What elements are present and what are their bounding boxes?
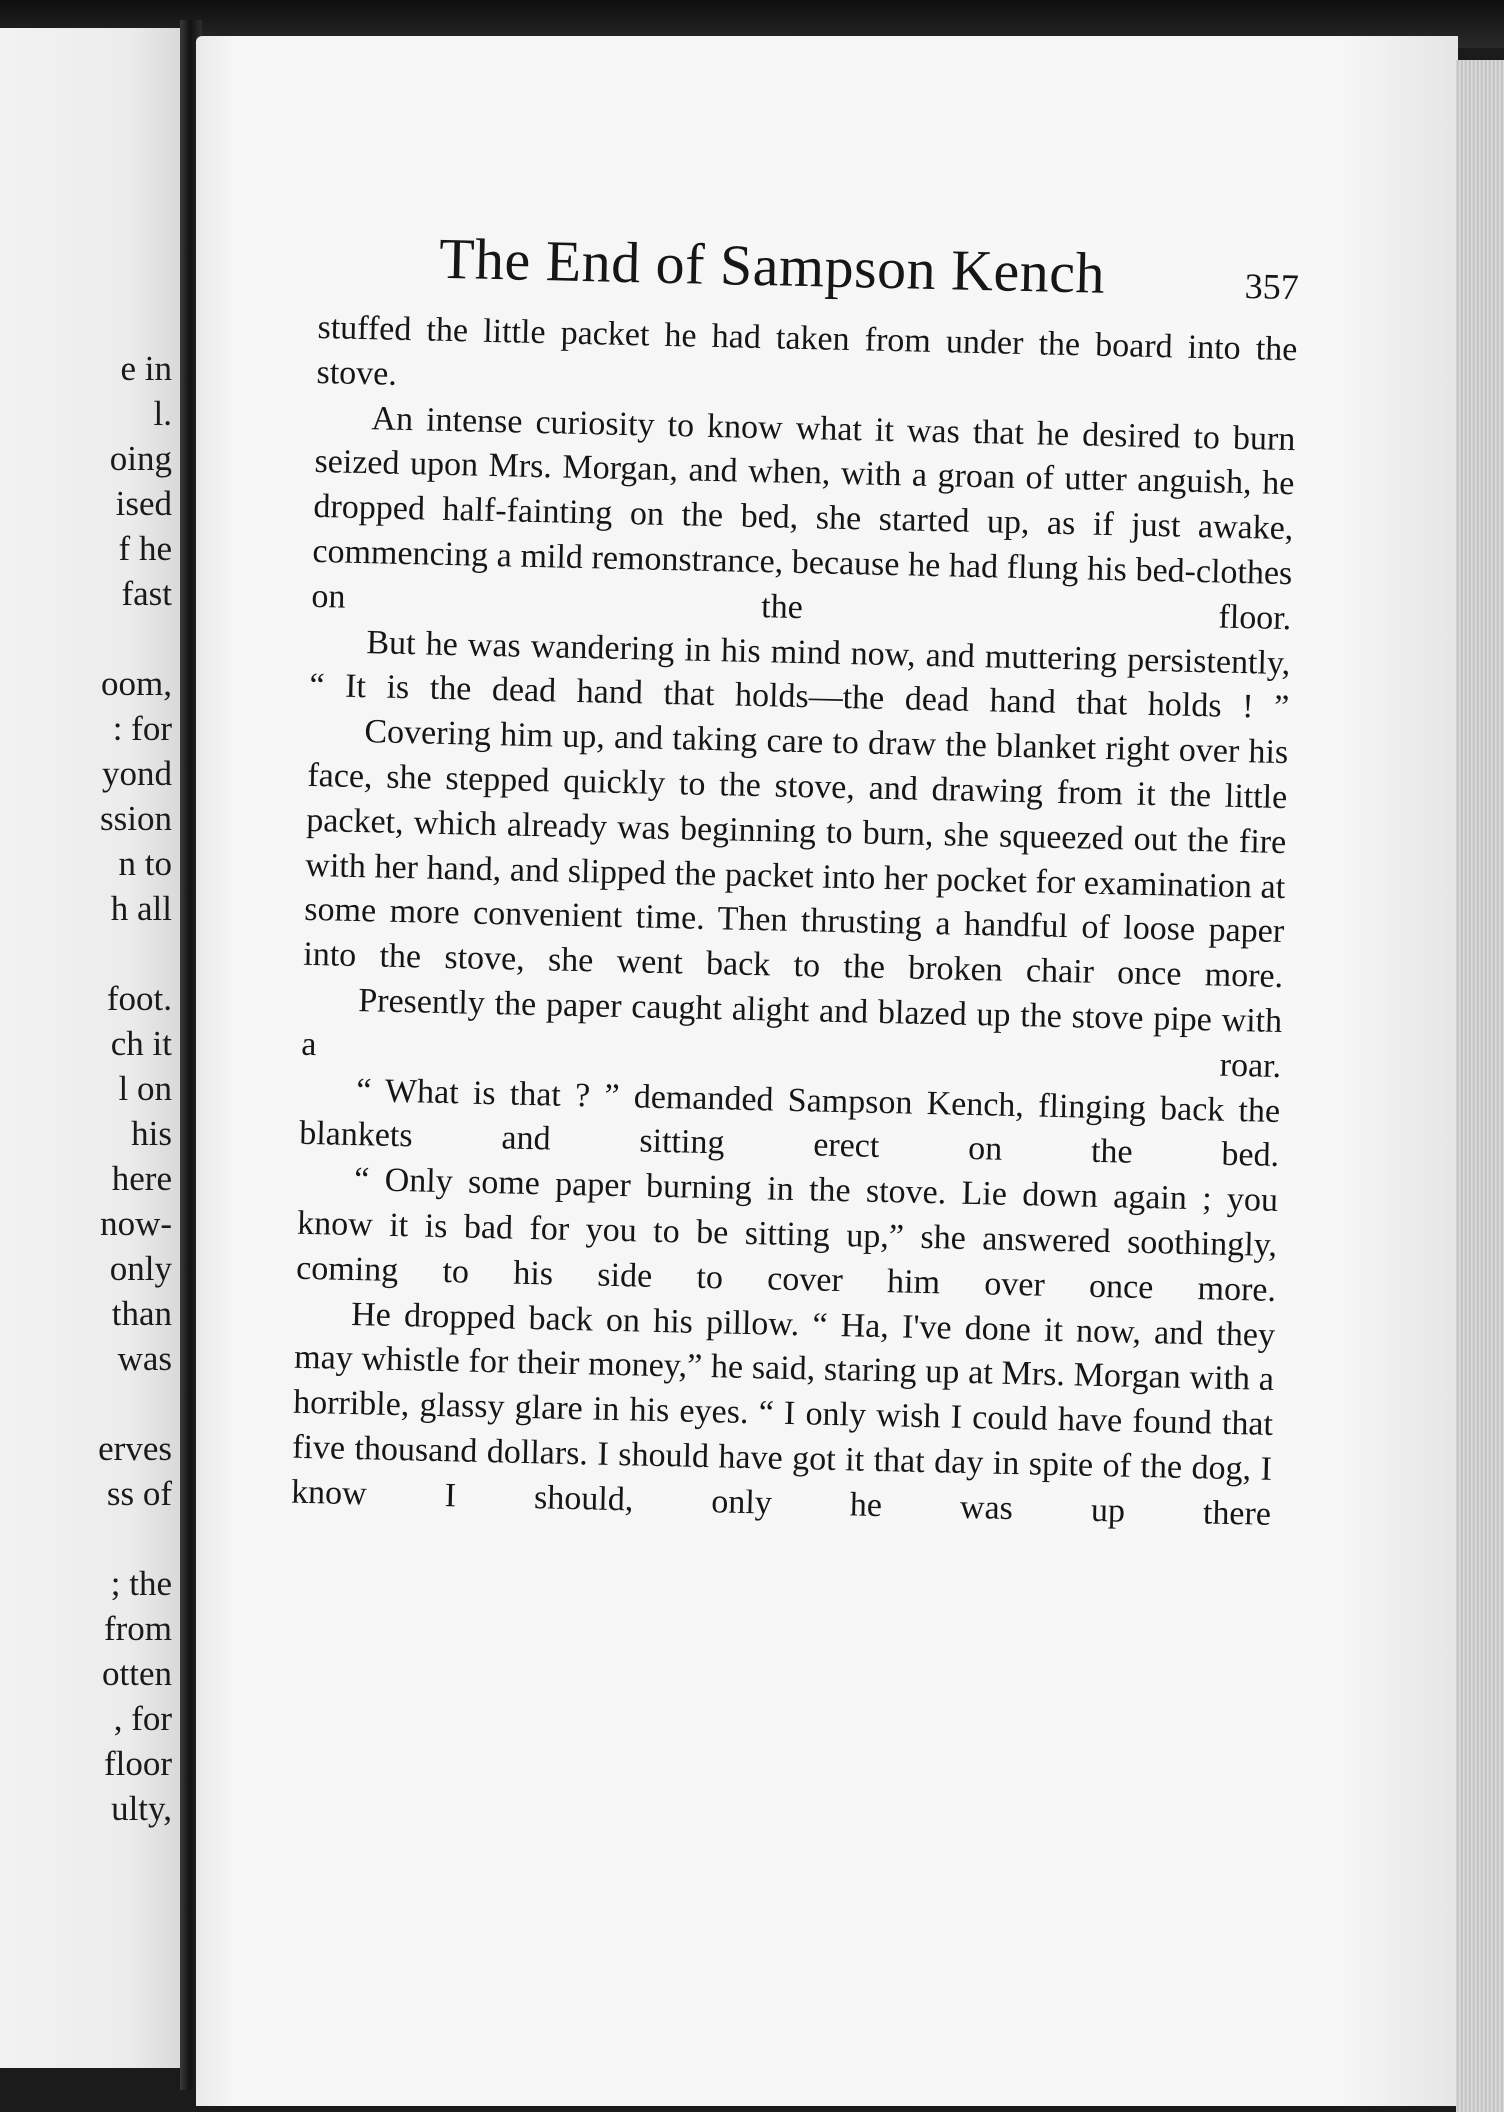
left-line: his (131, 1114, 172, 1153)
left-line: ss of (106, 1474, 172, 1513)
left-line: n to (118, 844, 172, 883)
left-line: ised (115, 484, 172, 523)
paragraph: He dropped back on his pillow. “ Ha, I've done it now, and they may whistle for their money,” he said, staring up at Mrs. Morgan with a horrible, glassy glare in his eyes. “ I only wish I could have found that five thousand dollars. I should have got it that day in spite of the dog, I know I should, only he was up there (290, 1295, 1276, 1533)
left-line: oing (109, 439, 172, 478)
left-line: here (111, 1159, 172, 1198)
left-line: from (103, 1609, 172, 1648)
page-number: 357 (1244, 266, 1300, 308)
paragraph: Presently the paper caught alight and blazed up the stove pipe with a roar. (300, 982, 1283, 1085)
left-line: , for (113, 1699, 172, 1738)
left-line: l on (118, 1069, 172, 1108)
left-line: now- (100, 1204, 172, 1243)
left-line: erves (98, 1429, 172, 1468)
left-line: ssion (100, 799, 172, 838)
left-line (2, 1516, 172, 1561)
left-page-text (2, 346, 172, 1831)
left-line: ulty, (111, 1789, 172, 1828)
left-line: ; the (110, 1564, 172, 1603)
left-line: h all (110, 889, 172, 928)
paragraph: “ What is that ? ” demanded Sampson Kench, flinging back the blankets and sitting erect on the bed. (298, 1071, 1281, 1175)
left-line: l. (153, 394, 172, 433)
paragraph: Covering him up, and taking care to draw the blanket right over his face, she stepped quickly to the stove, and drawing from it the little packet, which already was beginning to burn, she squeezed out the fire with her hand, and slipped the packet into her pocket for examination at some more convenient time. Then thrusting a handful of loose paper into the stove, she went back to the broken chair once more. (302, 713, 1289, 996)
left-line: foot. (106, 979, 172, 1018)
left-line: only (109, 1249, 172, 1288)
left-line: oom, (101, 664, 172, 703)
left-line (2, 1381, 172, 1426)
left-line: ch it (110, 1024, 172, 1063)
paragraph: “ Only some paper burning in the stove. Lie down again ; you know it is bad for you to be sitting up,” she answered soothingly, coming to his side to cover him over once more. (295, 1161, 1279, 1309)
left-line (2, 616, 172, 661)
left-line: yond (102, 754, 172, 793)
left-line: fast (121, 574, 172, 613)
page-content (291, 222, 1300, 1537)
page-edges (1456, 60, 1504, 2112)
paragraph: But he was wandering in his mind now, and muttering persistently, “ It is the dead hand that holds—the dead hand that holds ! ” (309, 623, 1291, 727)
paragraph: stuffed the little packet he had taken from under the board into the stove. (316, 308, 1298, 393)
left-line: otten (102, 1654, 172, 1693)
body-text (291, 306, 1298, 1537)
left-line: : for (112, 709, 172, 748)
paragraph: An intense curiosity to know what it was that he desired to burn seized upon Mrs. Morgan, and when, with a groan of utter anguish, he dropped half-fainting on the bed, she started up, as if just awake, commencing a mild remonstrance, because he had flung his bed-clothes on the floor. (311, 399, 1296, 637)
left-line: floor (103, 1744, 172, 1783)
left-line: e in (120, 349, 172, 388)
running-title: The End of Sampson Kench (438, 225, 1106, 306)
left-line (2, 931, 172, 976)
left-line: f he (118, 529, 172, 568)
left-facing-page (0, 28, 182, 2068)
left-line: than (111, 1294, 172, 1333)
left-line: was (117, 1339, 172, 1378)
